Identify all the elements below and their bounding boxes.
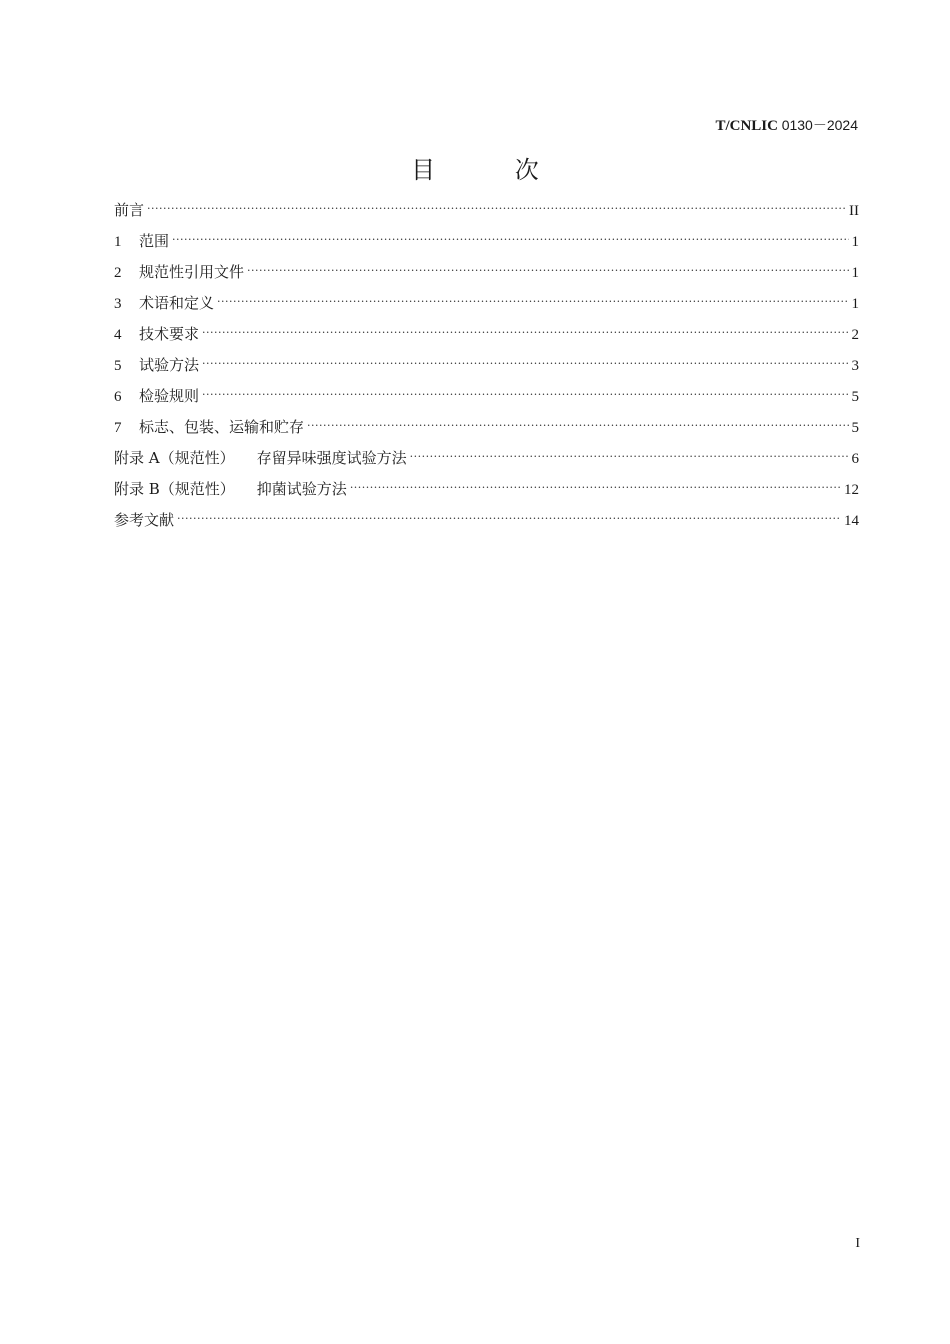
toc-entry-number: 7 — [114, 420, 122, 436]
toc-entry-annex-a[interactable] — [114, 446, 859, 477]
toc-entry-label: 参考文献 — [114, 511, 175, 529]
toc-entry-label: 范围 — [139, 232, 170, 250]
annex-title: 抑菌试验方法 — [256, 480, 347, 498]
toc-entry-number: 6 — [114, 389, 122, 405]
toc-list — [114, 198, 859, 539]
toc-entry-page: 1 — [851, 234, 859, 250]
toc-entry-number: 2 — [114, 265, 122, 281]
toc-dot-leader — [202, 351, 848, 376]
toc-entry-scope[interactable] — [114, 229, 859, 260]
toc-entry-number: 1 — [114, 234, 122, 250]
annex-designation: 附录 B（规范性） — [114, 480, 235, 498]
toc-entry-page: 2 — [851, 327, 859, 343]
toc-entry-page: II — [849, 203, 859, 219]
toc-dot-leader — [410, 444, 849, 469]
toc-entry-label: 标志、包装、运输和贮存 — [139, 418, 305, 436]
annex-title: 存留异味强度试验方法 — [256, 449, 407, 467]
toc-entry-label: 前言 — [114, 201, 145, 219]
toc-entry-label: 试验方法 — [139, 356, 200, 374]
annex-designation: 附录 A（规范性） — [114, 449, 235, 467]
page-number: I — [855, 1236, 860, 1251]
toc-entry-marking-packaging[interactable] — [114, 415, 859, 446]
toc-dot-leader — [350, 475, 841, 500]
toc-dot-leader — [307, 413, 848, 438]
toc-entry-terms-definitions[interactable] — [114, 291, 859, 322]
toc-entry-page: 1 — [851, 296, 859, 312]
document-code-prefix: T/CNLIC — [715, 118, 778, 134]
toc-dot-leader — [217, 289, 848, 314]
toc-entry-bibliography[interactable] — [114, 508, 859, 539]
toc-entry-label: 检验规则 — [139, 387, 200, 405]
toc-entry-number: 3 — [114, 296, 122, 312]
toc-title: 目 次 — [411, 156, 575, 184]
toc-entry-label — [114, 446, 407, 471]
toc-entry-label: 术语和定义 — [139, 294, 215, 312]
toc-entry-page: 5 — [851, 389, 859, 405]
toc-entry-label: 技术要求 — [139, 325, 200, 343]
document-code — [715, 115, 858, 135]
toc-dot-leader — [202, 382, 848, 407]
toc-entry-annex-b[interactable] — [114, 477, 859, 508]
toc-entry-label — [114, 477, 347, 502]
toc-entry-foreword[interactable] — [114, 198, 859, 229]
toc-entry-page: 12 — [844, 482, 859, 498]
toc-entry-page: 3 — [851, 358, 859, 374]
toc-entry-normative-references[interactable] — [114, 260, 859, 291]
toc-entry-page: 6 — [851, 451, 859, 467]
toc-dot-leader — [202, 320, 848, 345]
toc-entry-number: 5 — [114, 358, 122, 374]
toc-entry-test-methods[interactable] — [114, 353, 859, 384]
toc-entry-label: 规范性引用文件 — [139, 263, 245, 281]
toc-entry-page: 14 — [844, 513, 859, 529]
toc-dot-leader — [177, 506, 841, 531]
toc-dot-leader — [147, 196, 846, 221]
toc-dot-leader — [172, 227, 848, 252]
toc-entry-number: 4 — [114, 327, 122, 343]
toc-entry-technical-requirements[interactable] — [114, 322, 859, 353]
toc-entry-page: 5 — [851, 420, 859, 436]
document-code-number: 0130－2024 — [781, 117, 858, 133]
toc-entry-inspection-rules[interactable] — [114, 384, 859, 415]
toc-dot-leader — [247, 258, 848, 283]
toc-entry-page: 1 — [851, 265, 859, 281]
